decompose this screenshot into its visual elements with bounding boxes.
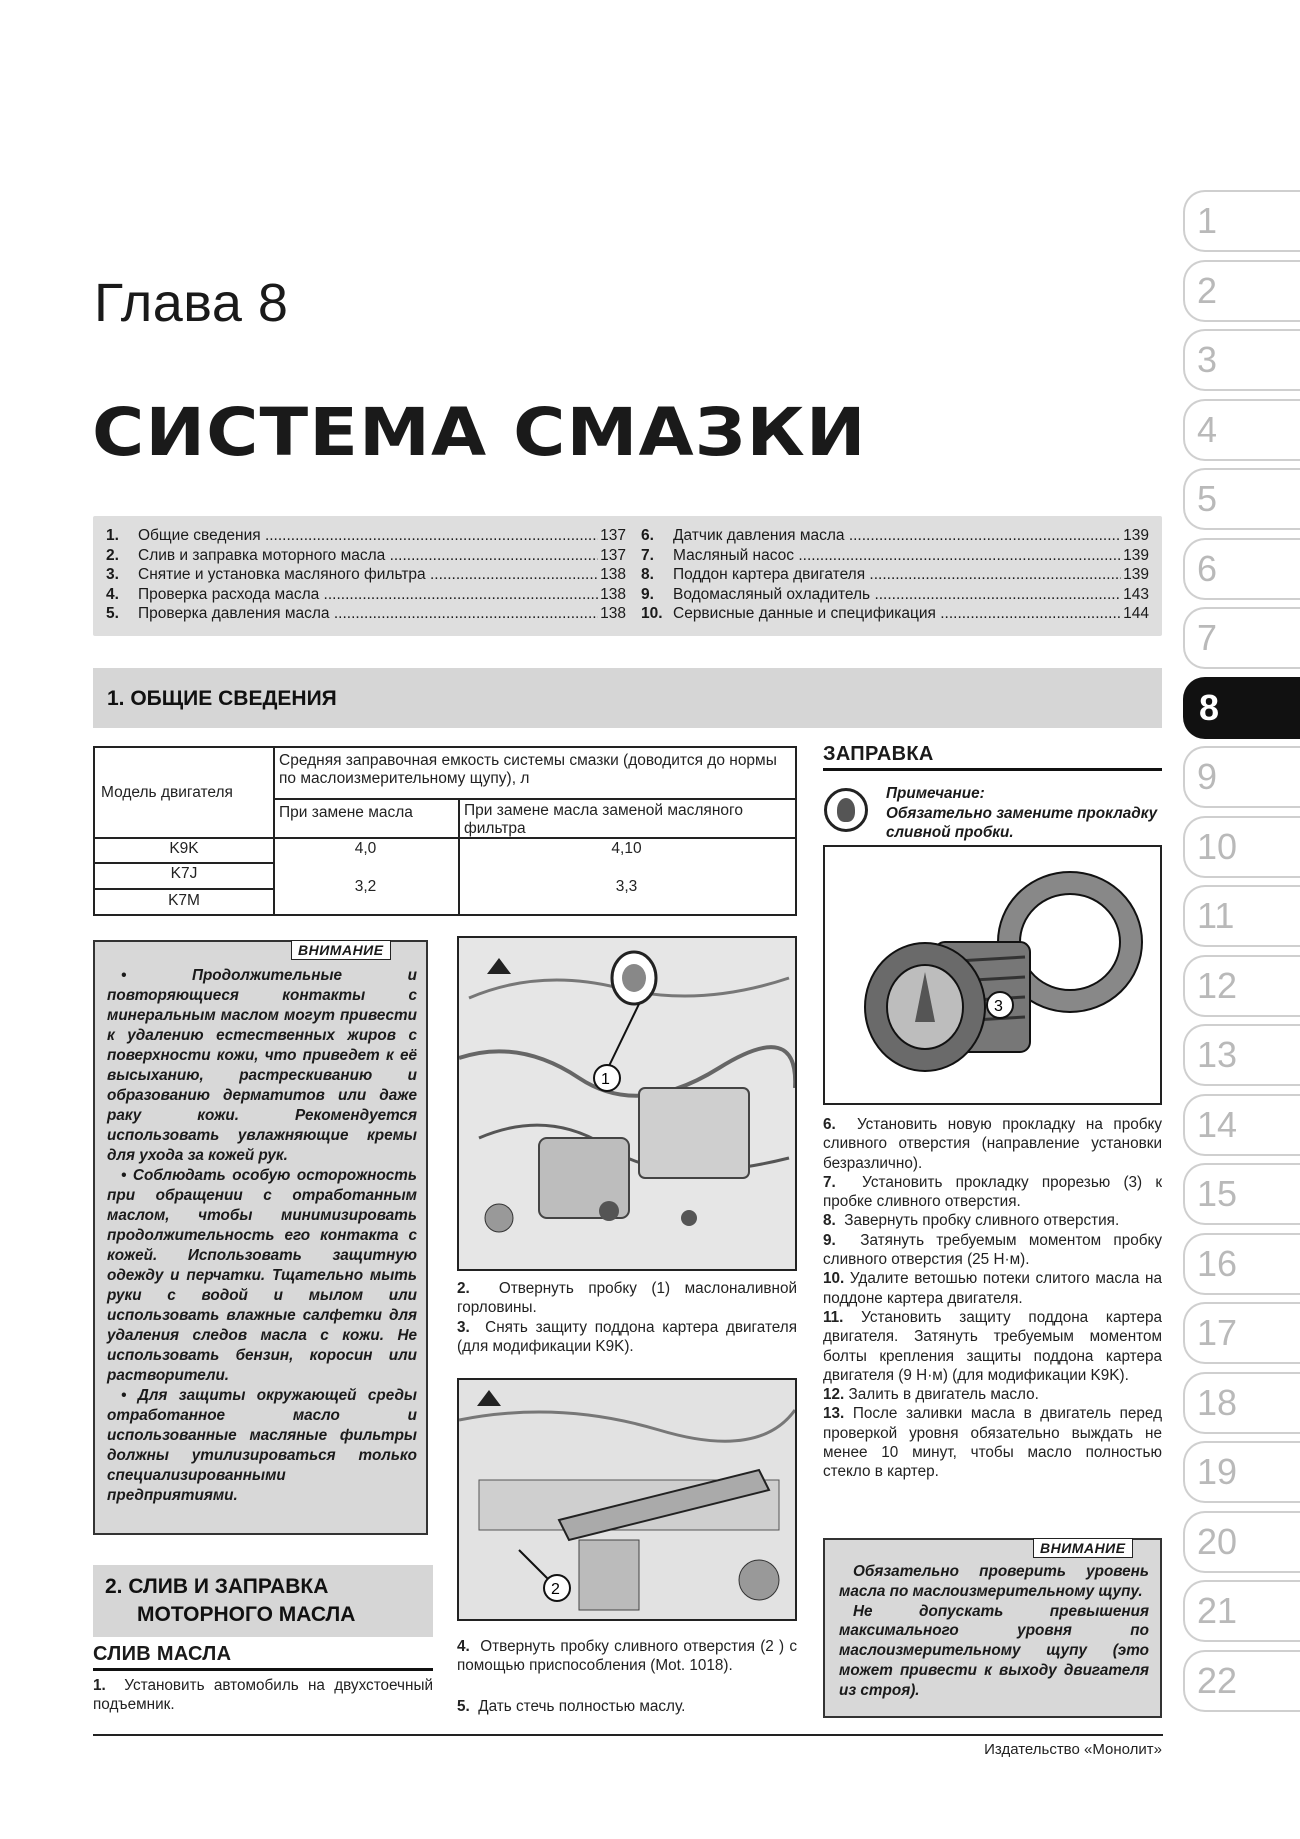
chapter-tab-label: 10: [1197, 825, 1238, 867]
table-header: Средняя заправочная емкость системы смазки (доводится до нормы по маслоизмерительному щупу), л: [279, 752, 777, 787]
drain-plug-photo: [823, 845, 1162, 1105]
toc-item[interactable]: [106, 526, 626, 546]
chapter-tab-10[interactable]: [1183, 816, 1300, 878]
heading-rule: [823, 768, 1162, 771]
heading-rule: [93, 1668, 433, 1671]
step-number: 5.: [457, 1698, 470, 1715]
step: [457, 1697, 797, 1716]
table-cell-model: K7M: [168, 892, 200, 909]
table-cell: 3,2: [354, 878, 377, 895]
note-text: Обязательно замените прокладку сливной пробки.: [886, 804, 1158, 841]
section-header: [93, 1565, 433, 1637]
section-title-cont: МОТОРНОГО МАСЛА: [137, 1603, 356, 1626]
warning-paragraph: Обязательно проверить уровень масла по маслоизмерительному щупу.: [839, 1563, 1149, 1600]
step-number: 13.: [823, 1405, 845, 1423]
toc-num: 2.: [106, 546, 119, 564]
toc-text: Датчик давления масла .....: [673, 526, 1121, 546]
chapter-tab-label: 17: [1197, 1312, 1238, 1353]
toc-text: Сервисные данные и спецификация .....: [673, 604, 1121, 624]
table-header: Модель двигателя: [101, 784, 233, 801]
step: [823, 1173, 1162, 1212]
step-text: Залить в двигатель масло.: [848, 1386, 1039, 1404]
chapter-title: СИСТЕМА СМАЗКИ: [92, 394, 867, 471]
warning-paragraph: • Продолжительные и повторяющиеся контакты с минеральным маслом могут привести к удалению естественных жиров с поверхности кожи, что приведет к её высыханию, растрескиванию и образованию дерматитов или даже раку кожи. Рекомендуется использовать увлажняющие кремы для ухода за кожей рук.: [107, 967, 417, 1164]
step: [457, 1279, 797, 1318]
step: [823, 1211, 1162, 1230]
chapter-tab-label: 14: [1197, 1103, 1238, 1145]
subsection-heading: СЛИВ МАСЛА: [93, 1643, 232, 1665]
warning-text: [107, 966, 417, 1506]
chapter-tab-22[interactable]: [1183, 1650, 1300, 1712]
toc-text: Проверка давления масла .....: [138, 604, 598, 624]
toc-num: 6.: [641, 527, 654, 544]
chapter-tab-6[interactable]: [1183, 538, 1300, 600]
refill-steps: [823, 1115, 1162, 1482]
toc-item[interactable]: [641, 526, 1149, 546]
chapter-tab-20[interactable]: [1183, 1511, 1300, 1573]
toc-num: 3.: [106, 566, 119, 583]
toc-text: Слив и заправка моторного масла .....: [138, 546, 598, 566]
toc-num: 1.: [106, 527, 119, 544]
toc-item[interactable]: [106, 585, 626, 605]
step-text: Дать стечь полностью маслу.: [478, 1698, 686, 1715]
toc-num: 7.: [641, 546, 654, 564]
chapter-tab-label: 6: [1197, 547, 1218, 589]
step-text: Затянуть требуемым моментом пробку сливного отверстия (25 Н·м).: [823, 1231, 1162, 1269]
chapter-label: Глава 8: [94, 273, 289, 333]
step: [823, 1385, 1162, 1404]
step-text: Отвернуть пробку сливного отверстия (2 ) с помощью приспособления (Mot. 1018).: [457, 1638, 797, 1675]
chapter-tab-label: 7: [1197, 617, 1218, 658]
chapter-tab-label: 21: [1197, 1590, 1238, 1631]
chapter-tab-7[interactable]: [1183, 607, 1300, 669]
table-header: При замене масла: [279, 804, 413, 821]
chapter-tab-label: 22: [1197, 1659, 1238, 1701]
warning-paragraph: • Для защиты окружающей среды отработанное масло и использованные масляные фильтры должны утилизироваться только специализированными предприятиями.: [107, 1387, 417, 1504]
toc-page: 139: [1123, 546, 1149, 564]
warning-paragraph: Не допускать превышения максимального уровня по маслоизмерительному щупу (это может привести к выходу двигателя из строя).: [839, 1602, 1149, 1699]
step-text: Завернуть пробку сливного отверстия.: [844, 1212, 1120, 1230]
toc-page: 138: [600, 605, 626, 622]
step-text: Снять защиту поддона картера двигателя (для модификации K9K).: [457, 1319, 797, 1356]
step: [457, 1318, 797, 1357]
chapter-tab-label: 3: [1197, 339, 1218, 380]
chapter-tab-16[interactable]: [1183, 1233, 1300, 1295]
toc-num: 8.: [641, 566, 654, 583]
step: [823, 1404, 1162, 1481]
toc-item[interactable]: [106, 546, 626, 566]
chapter-tab-4[interactable]: [1183, 399, 1300, 461]
chapter-tab-label: 8: [1199, 686, 1220, 728]
toc-page: 137: [600, 546, 626, 564]
chapter-tab-15[interactable]: [1183, 1163, 1300, 1225]
warning-tag: ВНИМАНИЕ: [1033, 1538, 1133, 1558]
toc-text: Проверка расхода масла .....: [138, 585, 598, 605]
toc-page: 143: [1123, 585, 1149, 603]
chapter-tab-label: 20: [1197, 1520, 1238, 1562]
step-text: Отвернуть пробку (1) маслоналивной горловины.: [457, 1280, 797, 1317]
chapter-tab-18[interactable]: [1183, 1372, 1300, 1434]
chapter-tab-label: 12: [1197, 964, 1238, 1006]
step: [823, 1115, 1162, 1173]
table-of-contents: [93, 516, 1162, 636]
step-number: 11.: [823, 1308, 844, 1326]
chapter-tab-label: 19: [1197, 1451, 1238, 1492]
step-number: 10.: [823, 1270, 845, 1288]
table-cell-model: K9K: [169, 840, 199, 857]
toc-page: 138: [600, 585, 626, 603]
chapter-tab-label: 13: [1197, 1034, 1238, 1075]
note-icon: [824, 788, 868, 832]
underbody-photo: [457, 1378, 797, 1621]
chapter-tab-3[interactable]: [1183, 329, 1300, 391]
step-text: Установить прокладку прорезью (3) к пробке сливного отверстия.: [823, 1173, 1163, 1211]
toc-text: Водомасляный охладитель .....: [673, 585, 1121, 605]
chapter-tab-label: 5: [1197, 478, 1218, 519]
step: [823, 1308, 1162, 1385]
warning-text: [839, 1562, 1149, 1701]
toc-text: Снятие и установка масляного фильтра .....: [138, 565, 598, 585]
chapter-tab-14[interactable]: [1183, 1094, 1300, 1156]
footer-rule: [93, 1734, 1163, 1736]
toc-text: Общие сведения .....: [138, 526, 598, 546]
toc-item[interactable]: [641, 546, 1149, 566]
chapter-tab-label: 2: [1197, 269, 1218, 311]
step-number: 4.: [457, 1638, 470, 1655]
toc-right-column: [641, 526, 1149, 624]
warning-box: [93, 940, 428, 1535]
step-number: 1.: [93, 1677, 106, 1694]
subsection-heading: ЗАПРАВКА: [823, 743, 934, 765]
chapter-tab-label: 1: [1197, 200, 1218, 241]
step-text: Установить защиту поддона картера двигателя. Затянуть требуемым моментом болты крепления защиты поддона картера двигателя (9 Н·м) (для модификации K9K).: [823, 1308, 1162, 1384]
table-cell-model: K7J: [170, 865, 198, 882]
chapter-tab-label: 16: [1197, 1242, 1238, 1284]
chapter-tab-label: 9: [1197, 756, 1218, 797]
toc-page: 139: [1123, 527, 1149, 544]
step: [93, 1676, 433, 1715]
toc-item[interactable]: [106, 604, 626, 624]
warning-paragraph: • Соблюдать особую осторожность при обращении с отработанным маслом, чтобы минимизировать продолжительность его контакта с кожей. Использовать защитную одежду и перчатки. Тщательно мыть руки с водой и мылом или использовать влажные салфетки для удаления следов масла с кожи. Не использовать бензин, коросин или растворители.: [107, 1167, 417, 1384]
toc-page: 137: [600, 527, 626, 544]
chapter-tab-19[interactable]: [1183, 1441, 1300, 1503]
toc-num: 5.: [106, 605, 119, 622]
chapter-tab-8[interactable]: [1183, 677, 1300, 739]
step-number: 6.: [823, 1116, 836, 1133]
section-title: 1. ОБЩИЕ СВЕДЕНИЯ: [107, 687, 337, 710]
toc-text: Масляный насос .....: [673, 546, 1121, 566]
step-number: 9.: [823, 1231, 836, 1249]
table-cell: 4,10: [611, 840, 642, 857]
chapter-tab-9[interactable]: [1183, 746, 1300, 808]
toc-item[interactable]: [641, 604, 1149, 624]
callout-number: 3: [994, 998, 1003, 1015]
step-text: Установить новую прокладку на пробку сливного отверстия (направление установки безразлично).: [823, 1116, 1162, 1172]
chapter-tab-11[interactable]: [1183, 885, 1300, 947]
engine-bay-photo: [457, 936, 797, 1271]
callout-number: 1: [601, 1071, 610, 1088]
step-number: 12.: [823, 1386, 845, 1404]
chapter-tab-13[interactable]: [1183, 1024, 1300, 1086]
toc-item[interactable]: [106, 565, 626, 585]
toc-page: 138: [600, 566, 626, 583]
toc-item[interactable]: [641, 585, 1149, 605]
chapter-tab-2[interactable]: [1183, 260, 1300, 322]
toc-num: 9.: [641, 585, 654, 603]
table-cell: 3,3: [615, 878, 638, 895]
chapter-tab-label: 18: [1197, 1381, 1238, 1423]
step: [457, 1637, 797, 1676]
toc-text: Поддон картера двигателя .....: [673, 565, 1121, 585]
capacity-table: [93, 746, 797, 916]
chapter-tab-label: 11: [1197, 895, 1235, 936]
chapter-tab-label: 4: [1197, 408, 1218, 450]
chapter-tab-17[interactable]: [1183, 1302, 1300, 1364]
toc-num: 10.: [641, 605, 663, 622]
note-title: Примечание:: [886, 785, 985, 802]
publisher-name: Издательство «Монолит»: [984, 1741, 1162, 1758]
step: [823, 1231, 1162, 1270]
chapter-tab-21[interactable]: [1183, 1580, 1300, 1642]
toc-left-column: [106, 526, 626, 624]
table-header: При замене масла заменой масляного фильтра: [464, 802, 743, 837]
chapter-tab-label: 15: [1197, 1173, 1238, 1214]
chapter-tab-12[interactable]: [1183, 955, 1300, 1017]
table-cell: 4,0: [354, 840, 377, 857]
note-box: [886, 784, 1162, 843]
warning-box: [823, 1538, 1162, 1718]
callout-number: 2: [551, 1581, 560, 1598]
chapter-tab-1[interactable]: [1183, 190, 1300, 252]
step-number: 2.: [457, 1280, 470, 1297]
step-number: 8.: [823, 1212, 836, 1230]
toc-num: 4.: [106, 585, 119, 603]
step-number: 3.: [457, 1319, 470, 1336]
chapter-tab-5[interactable]: [1183, 468, 1300, 530]
toc-page: 139: [1123, 566, 1149, 583]
step: [823, 1269, 1162, 1308]
section-header: [93, 668, 1162, 728]
section-title: 2. СЛИВ И ЗАПРАВКА: [105, 1575, 329, 1598]
step-text: Установить автомобиль на двухстоечный подъемник.: [93, 1677, 433, 1714]
step-text: После заливки масла в двигатель перед проверкой уровня обязательно выждать не менее 10 минут, чтобы масло полностью стекло в картер.: [823, 1405, 1163, 1481]
step-text: Удалите ветошью потеки слитого масла на поддоне картера двигателя.: [823, 1270, 1162, 1307]
step-number: 7.: [823, 1173, 836, 1191]
toc-item[interactable]: [641, 565, 1149, 585]
toc-page: 144: [1123, 605, 1149, 622]
warning-tag: ВНИМАНИЕ: [291, 940, 391, 960]
